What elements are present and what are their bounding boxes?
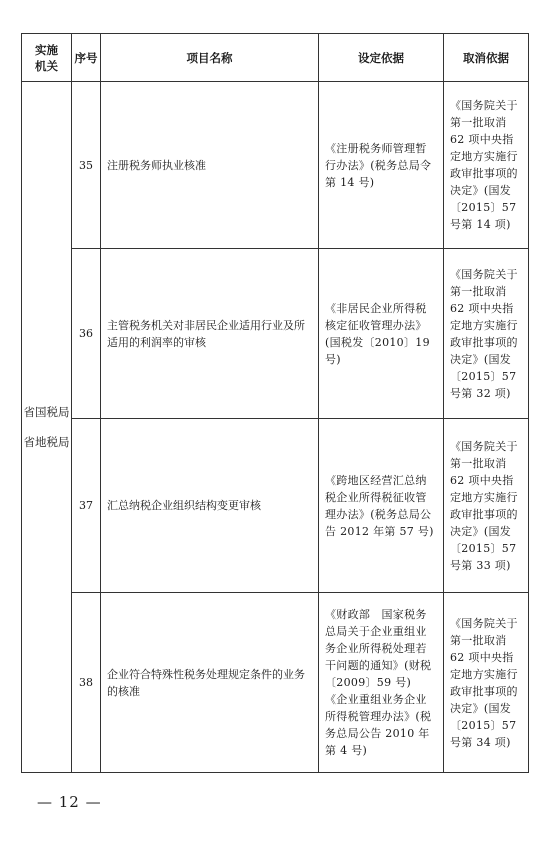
row-basis: 《跨地区经营汇总纳税企业所得税征收管理办法》(税务总局公告 2012 年第 57 号) (319, 419, 444, 593)
row-cancel-basis: 《国务院关于第一批取消 62 项中央指定地方实施行政审批事项的决定》(国发〔2015〕57 号第 14 项) (444, 82, 529, 249)
row-basis: 《注册税务师管理暂行办法》(税务总局令第 14 号) (319, 82, 444, 249)
table-header-row (22, 34, 529, 82)
row-item-name: 汇总纳税企业组织结构变更审核 (101, 419, 319, 593)
table-row (22, 419, 529, 593)
row-seq: 35 (72, 82, 101, 249)
row-basis: 《财政部 国家税务总局关于企业重组业务企业所得税处理若干问题的通知》(财税〔2009〕59 号) 《企业重组业务企业所得税管理办法》(税务总局公告 2010 年第 4 号) (319, 593, 444, 773)
row-seq: 36 (72, 249, 101, 419)
approval-items-table (21, 33, 529, 773)
row-cancel-basis: 《国务院关于第一批取消 62 项中央指定地方实施行政审批事项的决定》(国发〔2015〕57 号第 32 项) (444, 249, 529, 419)
implementing-agency-cell (22, 82, 72, 773)
header-org: 实施 机关 (22, 34, 72, 82)
header-basis: 设定依据 (319, 34, 444, 82)
agency-local-tax: 省地税局 (23, 435, 70, 449)
header-name: 项目名称 (101, 34, 319, 82)
row-seq: 37 (72, 419, 101, 593)
table-row (22, 593, 529, 773)
row-item-name: 主管税务机关对非居民企业适用行业及所适用的利润率的审核 (101, 249, 319, 419)
table-row (22, 82, 529, 249)
table-row (22, 249, 529, 419)
row-item-name: 注册税务师执业核准 (101, 82, 319, 249)
header-seq: 序号 (72, 34, 101, 82)
row-cancel-basis: 《国务院关于第一批取消 62 项中央指定地方实施行政审批事项的决定》(国发〔2015〕57 号第 34 项) (444, 593, 529, 773)
row-cancel-basis: 《国务院关于第一批取消 62 项中央指定地方实施行政审批事项的决定》(国发〔2015〕57 号第 33 项) (444, 419, 529, 593)
agency-national-tax: 省国税局 (23, 405, 70, 419)
row-basis: 《非居民企业所得税核定征收管理办法》(国税发〔2010〕19 号) (319, 249, 444, 419)
header-cancel: 取消依据 (444, 34, 529, 82)
page-number: — 12 — (37, 793, 102, 811)
row-item-name: 企业符合特殊性税务处理规定条件的业务的核准 (101, 593, 319, 773)
row-seq: 38 (72, 593, 101, 773)
